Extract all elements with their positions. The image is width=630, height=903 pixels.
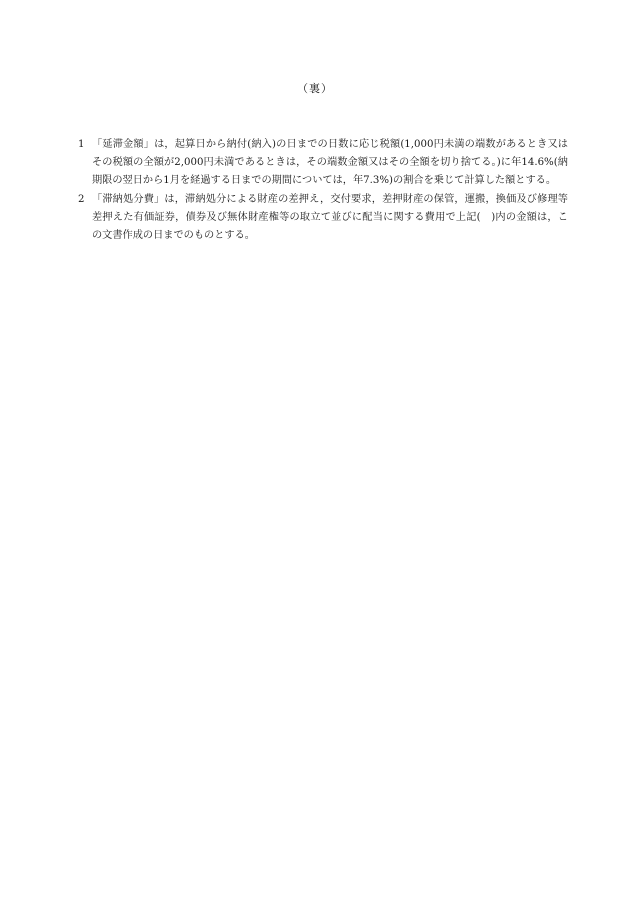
note-item	[78, 136, 568, 191]
page-heading: （裏）	[297, 82, 333, 95]
note-text: 「延滞金額」は，起算日から納付(納入)の日までの日数に応じ税額(1,000円未満の端数があるとき又はその税額の全額が2,000円未満であるときは，その端数金額又はその全額を切り捨てる。)に年14.6%(納期限の翌日から1月を経過する日までの期間については，年7.3%)の割合を乗じて計算した額とする。	[92, 139, 568, 187]
note-number: 1	[78, 139, 85, 150]
note-item	[78, 191, 568, 246]
note-text: 「滞納処分費」は，滞納処分による財産の差押え，交付要求，差押財産の保管，運搬，換価及び修理等差押えた有価証券，債券及び無体財産権等の取立て並びに配当に関する費用で上記( )内の金額は，この文書作成の日までのものとする。	[92, 193, 568, 242]
notes-list	[78, 136, 568, 245]
note-number: 2	[78, 193, 85, 205]
